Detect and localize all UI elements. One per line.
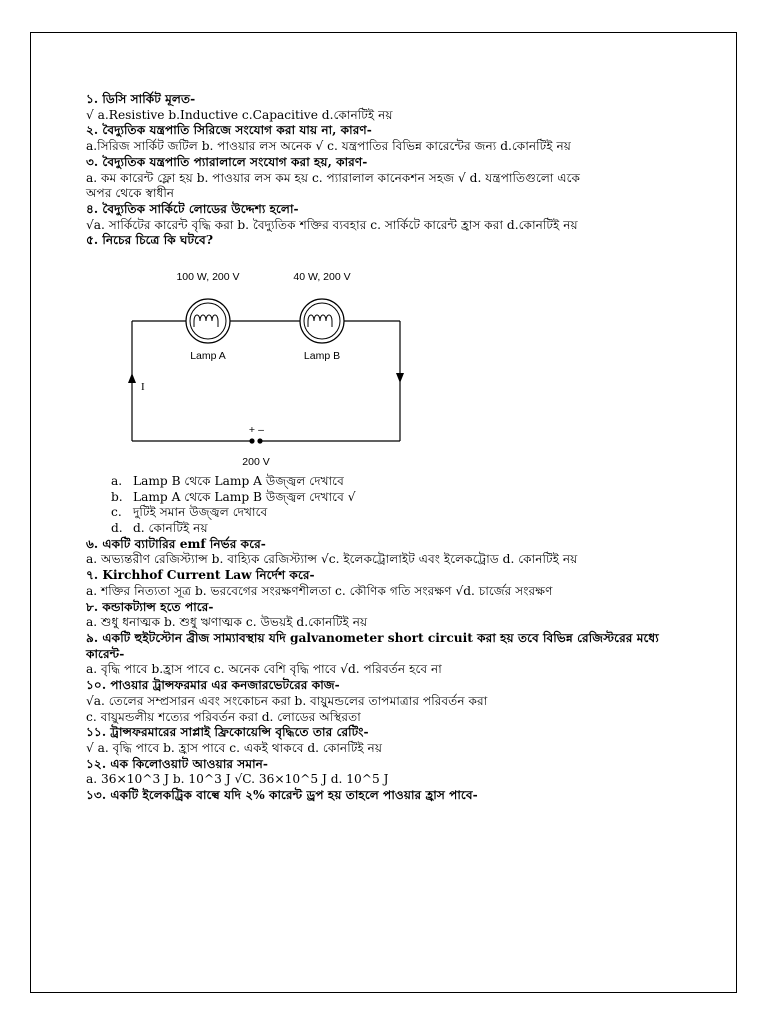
question-3: ৩. বৈদ্যুতিক যন্ত্রপাতি প্যারালালে সংযোগ করা হয়, কারণ- — [86, 154, 368, 169]
question-6: ৬. একটি ব্যাটারির emf নির্ভর করে- — [86, 536, 266, 551]
question-9: ৯. একটি হুইটস্টোন ব্রীজ সাম্যাবস্থায় যদি galvanometer short circuit করা হয় তবে বিভিন্ন রেজিস্টরের মধ্যে — [86, 631, 659, 645]
current-down-arrow-icon — [396, 373, 404, 383]
question-7: ৭. Kirchhof Current Law নির্দেশ করে- — [86, 568, 315, 583]
question-4-options: √a. সার্কিটের কারেন্ট বৃদ্ধি করা b. বৈদ্যুতিক শক্তির ব্যবহার c. সার্কিটে কারেন্ট হ্রাস করা d.কোনটিই নয় — [86, 217, 578, 232]
question-4: ৪. বৈদ্যুতিক সার্কিটে লোডের উদ্দেশ্য হলো- — [86, 201, 299, 216]
question-2-options: a.সিরিজ সার্কিট জটিল b. পাওয়ার লস অনেক √ c. যন্ত্রপাতির বিভিন্ন কারেন্টের জন্য d.কোনটিই নয় — [86, 139, 571, 154]
question-13: ১৩. একটি ইলেকট্রিক বাল্বে যদি ২% কারেন্ট ড্রপ হয় তাহলে পাওয়ার হ্রাস পাবে- — [86, 788, 478, 803]
lamp-a-rating: 100 W, 200 V — [176, 271, 240, 284]
source-voltage-label: 200 V — [242, 456, 270, 469]
question-8-options: a. শুধু ধনাত্মক b. শুধু ঋণাত্মক c. উভয়ই d.কোনটিই নয় — [86, 615, 368, 630]
list-item: b. Lamp A থেকে Lamp B উজ্জ্বল দেখাবে √ — [111, 489, 356, 504]
question-11-options: √ a. বৃদ্ধি পাবে b. হ্রাস পাবে c. একই থাকবে d. কোনটিই নয় — [86, 740, 382, 755]
lamp-b-icon — [300, 299, 344, 343]
question-sheet — [86, 92, 726, 804]
current-label: I — [141, 381, 145, 394]
lamp-b-label: Lamp B — [303, 350, 341, 363]
question-1-options: √ a.Resistive b.Inductive c.Capacitive d.কোনটিই নয় — [86, 107, 393, 122]
question-2: ২. বৈদ্যুতিক যন্ত্রপাতি সিরিজে সংযোগ করা যায় না, কারণ- — [86, 123, 372, 138]
lamp-a-label: Lamp A — [190, 350, 226, 363]
negative-terminal — [257, 438, 262, 443]
question-5-options — [86, 474, 726, 537]
question-7-options: a. শক্তির নিত্যতা সূত্র b. ভরবেগের সংরক্ষণশীলতা c. কৌণিক গতি সংরক্ষণ √d. চার্জের সংরক্ষণ — [86, 583, 553, 598]
question-5: ৫. নিচের চিত্রে কি ঘটবে? — [86, 233, 213, 248]
current-up-arrow-icon — [128, 373, 136, 383]
question-3-options: a. কম কারেন্ট ফ্লো হয় b. পাওয়ার লস কম হয় c. প্যারালাল কানেকশন সহজ √ d. যন্ত্রপাতিগুলো একে — [86, 170, 581, 185]
question-10: ১০. পাওয়ার ট্রান্সফরমার এর কনজারভেটরের কাজ- — [86, 678, 340, 693]
question-8: ৮. কন্ডাকট্যান্স হতে পারে- — [86, 599, 214, 614]
lamp-a-icon — [186, 299, 230, 343]
question-10-options: √a. তেলের সম্প্রসারন এবং সংকোচন করা b. বায়ুমন্ডলের তাপমাত্রার পরিবর্তন করা — [86, 693, 488, 708]
question-12: ১২. এক কিলোওয়াট আওয়ার সমান- — [86, 756, 268, 771]
question-3-options-cont: অপর থেকে স্বাধীন — [86, 186, 175, 201]
lamp-b-rating: 40 W, 200 V — [293, 271, 351, 284]
minus-sign: – — [258, 424, 264, 437]
question-10-options-cont: c. বায়ুমন্ডলীয় শত্যের পরিবর্তন করা d. লোডের অস্থিরতা — [86, 709, 361, 724]
question-1: ১. ডিসি সার্কিট মূলত- — [86, 92, 196, 106]
question-11: ১১. ট্রান্সফরমারের সাপ্লাই ফ্রিকোয়েন্সি বৃদ্ধিতে তার রেটিং- — [86, 725, 369, 740]
question-9-options: a. বৃদ্ধি পাবে b.হ্রাস পাবে c. অনেক বেশি বৃদ্ধি পাবে √d. পরিবর্তন হবে না — [86, 662, 442, 677]
list-item: a. Lamp B থেকে Lamp A উজ্জ্বল দেখাবে — [111, 474, 344, 489]
positive-terminal — [249, 438, 254, 443]
list-item: d. d. কোনটিই নয় — [111, 521, 208, 536]
plus-sign: + — [248, 424, 256, 437]
question-6-options: a. অভ্যন্তরীণ রেজিস্ট্যান্স b. বাহ্যিক রেজিস্ট্যান্স √c. ইলেকট্রোলাইট এবং ইলেকট্রোড d. কোনটিই নয় — [86, 552, 578, 567]
question-12-options: a. 36×10^3 J b. 10^3 J √C. 36×10^5 J d. 10^5 J — [86, 772, 389, 787]
question-9-cont: কারেন্ট- — [86, 646, 125, 661]
circuit-diagram — [128, 255, 418, 470]
list-item: c. দুটিই সমান উজ্জ্বল দেখাবে — [111, 505, 268, 520]
